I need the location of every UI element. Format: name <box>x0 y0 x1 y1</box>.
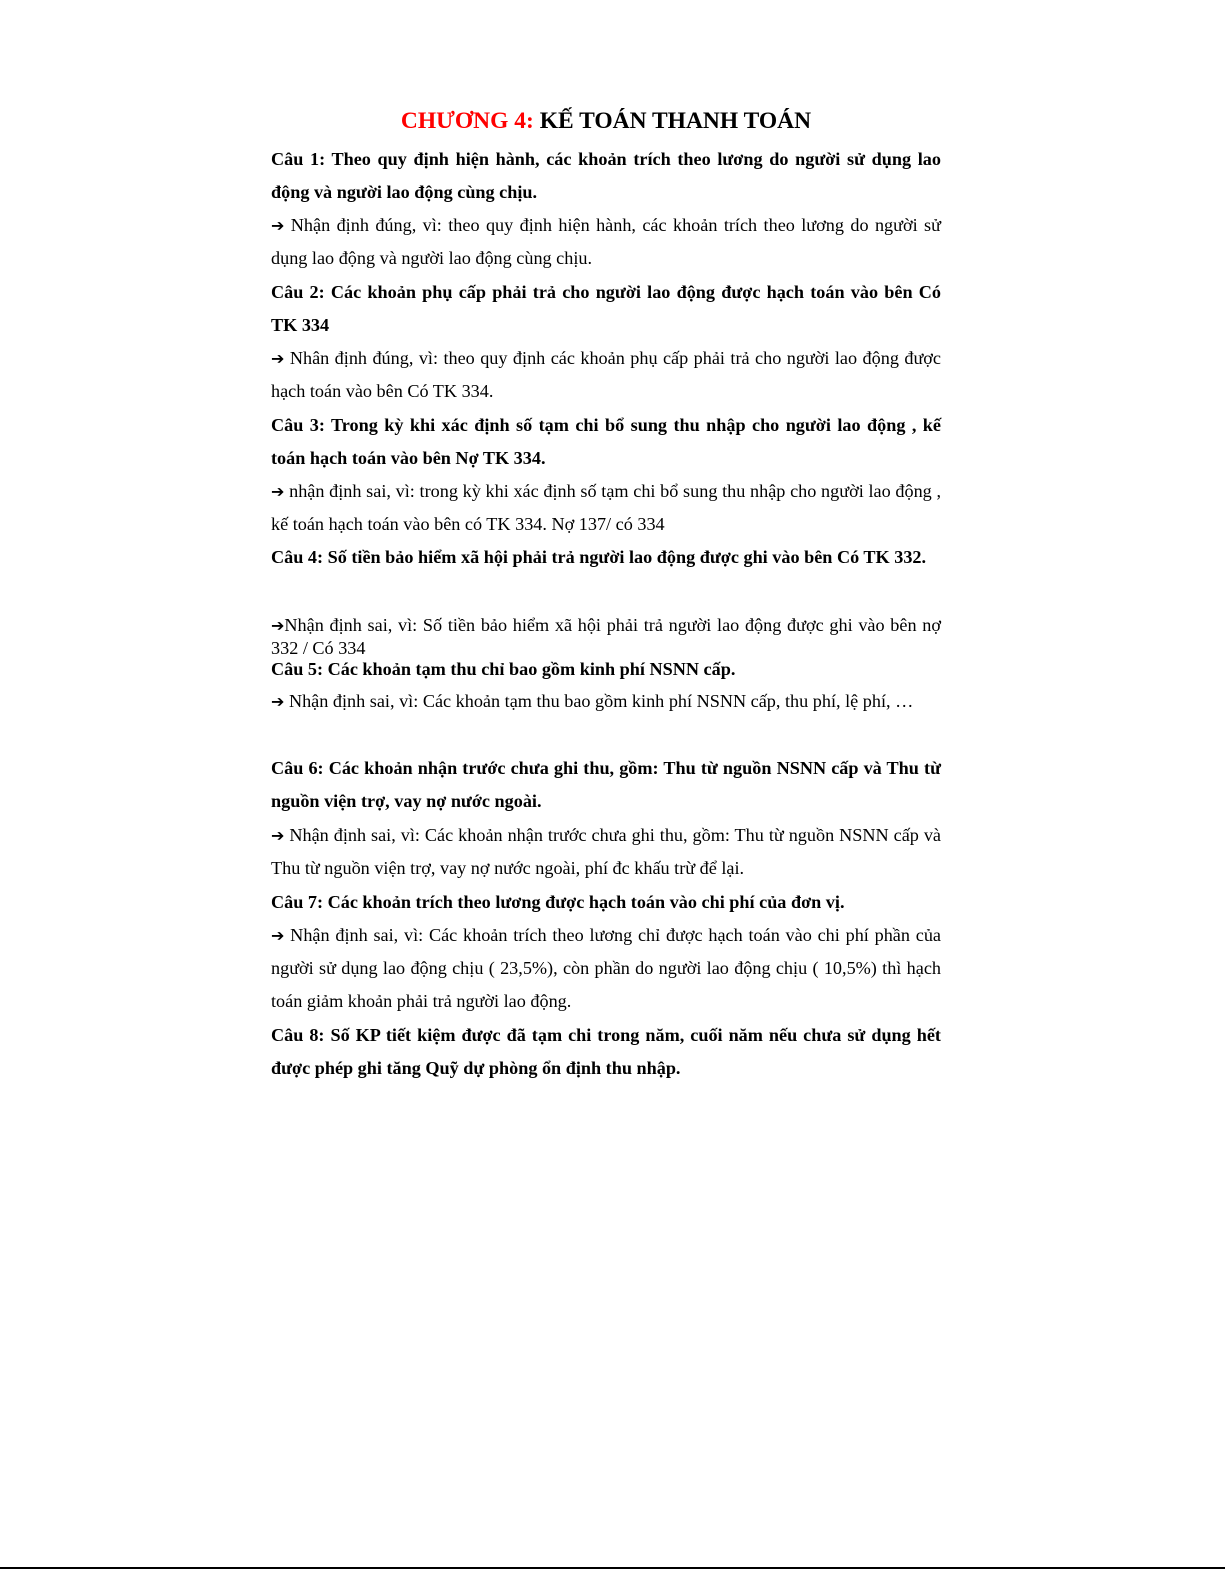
arrow-right-icon: ➔ <box>271 216 285 235</box>
question-5: Câu 5: Các khoản tạm thu chỉ bao gồm kinh phí NSNN cấp. <box>271 659 736 679</box>
chapter-number: CHƯƠNG 4: <box>400 108 534 134</box>
question-7: Câu 7: Các khoản trích theo lương được hạch toán vào chi phí của đơn vị. <box>271 892 845 912</box>
question-1: Câu 1: Theo quy định hiện hành, các khoản trích theo lương do người sử dụng lao động và người lao động cùng chịu. <box>271 149 941 202</box>
answer-6-text: Nhận định sai, vì: Các khoản nhận trước chưa ghi thu, gồm: Thu từ nguồn NSNN cấp và Thu từ nguồn viện trợ, vay nợ nước ngoài, phí đc khấu trừ để lại. <box>271 825 941 878</box>
answer-5-text: Nhận định sai, vì: Các khoản tạm thu bao gồm kinh phí NSNN cấp, thu phí, lệ phí, … <box>284 691 914 711</box>
question-8: Câu 8: Số KP tiết kiệm được đã tạm chi trong năm, cuối năm nếu chưa sử dụng hết được phép ghi tăng Quỹ dự phòng ổn định thu nhập. <box>271 1025 941 1078</box>
arrow-right-icon: ➔ <box>271 692 285 711</box>
answer-1-text: Nhận định đúng, vì: theo quy định hiện hành, các khoản trích theo lương do người sử dụng lao động và người lao động cùng chịu. <box>271 215 941 268</box>
question-6: Câu 6: Các khoản nhận trước chưa ghi thu, gồm: Thu từ nguồn NSNN cấp và Thu từ nguồn viện trợ, vay nợ nước ngoài. <box>271 758 941 811</box>
arrow-right-icon: ➔ <box>271 826 285 845</box>
answer-7 <box>271 919 941 1018</box>
answer-2-text: Nhân định đúng, vì: theo quy định các khoản phụ cấp phải trả cho người lao động được hạch toán vào bên Có TK 334. <box>271 348 941 401</box>
chapter-title-text: KẾ TOÁN THANH TOÁN <box>539 108 812 134</box>
question-2: Câu 2: Các khoản phụ cấp phải trả cho người lao động được hạch toán vào bên Có TK 334 <box>271 282 941 335</box>
page-bottom-border <box>0 1567 1225 1569</box>
answer-7-text: Nhận định sai, vì: Các khoản trích theo lương chỉ được hạch toán vào chi phí phần của người sử dụng lao động chịu ( 23,5%), còn phần do người lao động chịu ( 10,5%) thì hạch toán giảm khoản phải trả người lao động. <box>271 925 941 1011</box>
arrow-right-icon: ➔ <box>271 926 285 945</box>
answer-2 <box>271 342 941 408</box>
question-4: Câu 4: Số tiền bảo hiểm xã hội phải trả người lao động được ghi vào bên Có TK 332. <box>271 547 927 567</box>
chapter-title <box>271 104 941 138</box>
answer-3 <box>271 475 941 541</box>
answer-4-text: Nhận định sai, vì: Số tiền bảo hiểm xã hội phải trả người lao động được ghi vào bên nợ 332 / Có 334 <box>271 615 941 658</box>
arrow-right-icon: ➔ <box>271 482 285 501</box>
answer-6 <box>271 819 941 885</box>
answer-3-text: nhận định sai, vì: trong kỳ khi xác định số tạm chi bổ sung thu nhập cho người lao động , kế toán hạch toán vào bên có TK 334. Nợ 137/ có 334 <box>271 481 941 534</box>
answer-5 <box>271 685 941 718</box>
arrow-right-icon: ➔ <box>271 349 285 368</box>
answer-1 <box>271 209 941 275</box>
arrow-right-icon: ➔ <box>271 616 285 635</box>
question-3: Câu 3: Trong kỳ khi xác định số tạm chi bổ sung thu nhập cho người lao động , kế toán hạch toán vào bên Nợ TK 334. <box>271 415 941 468</box>
